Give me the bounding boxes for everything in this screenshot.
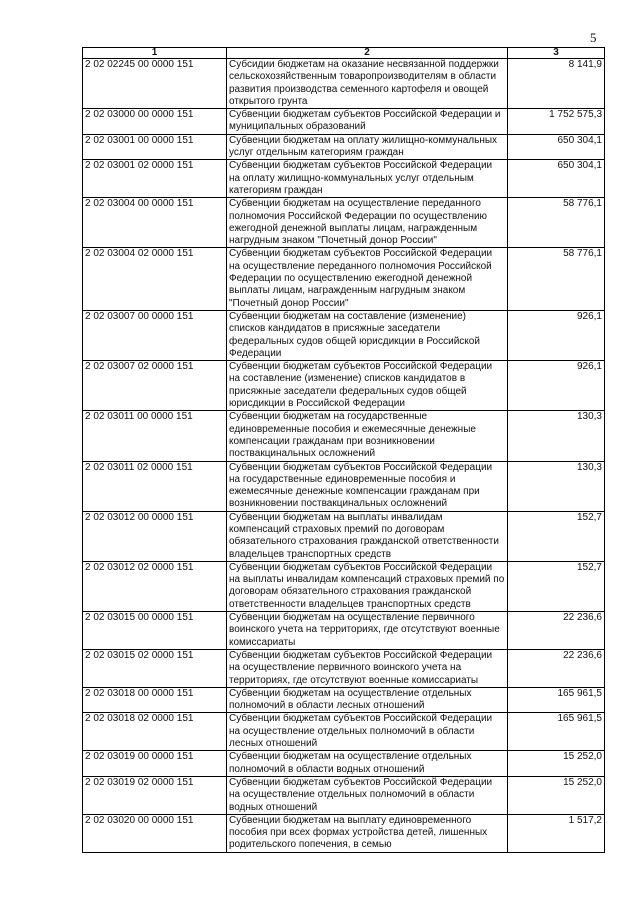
- budget-code-cell: 2 02 03007 02 0000 151: [83, 361, 227, 411]
- amount-cell: 152,7: [508, 511, 605, 561]
- budget-code-cell: 2 02 03018 00 0000 151: [83, 687, 227, 713]
- amount-cell: 130,3: [508, 411, 605, 461]
- budget-code-cell: 2 02 03011 02 0000 151: [83, 461, 227, 511]
- amount-cell: 58 776,1: [508, 248, 605, 310]
- table-row: [83, 248, 605, 310]
- header-col-2: 2: [227, 48, 508, 59]
- budget-code-cell: 2 02 03012 02 0000 151: [83, 561, 227, 611]
- description-cell: Субвенции бюджетам на осуществление переданного полномочия Российской Федерации по осуществлению ежегодной денежной выплаты лицам, награжденным нагрудным знаком "Почетный донор России": [227, 198, 508, 248]
- amount-cell: 58 776,1: [508, 198, 605, 248]
- budget-code-cell: 2 02 03012 00 0000 151: [83, 511, 227, 561]
- budget-code-cell: 2 02 03018 02 0000 151: [83, 713, 227, 751]
- description-cell: Субвенции бюджетам субъектов Российской Федерации на осуществление отдельных полномочий в области лесных отношений: [227, 713, 508, 751]
- budget-code-cell: 2 02 03000 00 0000 151: [83, 109, 227, 135]
- table-row: [83, 461, 605, 511]
- table-row: [83, 411, 605, 461]
- description-cell: Субвенции бюджетам субъектов Российской Федерации на осуществление отдельных полномочий в области водных отношений: [227, 776, 508, 814]
- description-cell: Субсидии бюджетам на оказание несвязанной поддержки сельскохозяйственным товаропроизводителям в области развития производства семенного картофеля и овощей открытого грунта: [227, 59, 508, 109]
- budget-code-cell: 2 02 03004 00 0000 151: [83, 198, 227, 248]
- description-cell: Субвенции бюджетам субъектов Российской Федерации на составление (изменение) списков кандидатов в присяжные заседатели федеральных судов общей юрисдикции в Российской Федерации: [227, 361, 508, 411]
- description-cell: Субвенции бюджетам субъектов Российской Федерации на осуществление переданного полномочия Российской Федерации по осуществлению ежегодной денежной выплаты лицам, награжденным нагрудным знаком "Почетный донор России": [227, 248, 508, 310]
- description-cell: Субвенции бюджетам на составление (изменение) списков кандидатов в присяжные заседатели федеральных судов общей юрисдикции в Российской Федерации: [227, 310, 508, 360]
- description-cell: Субвенции бюджетам субъектов Российской Федерации на государственные единовременные пособия и ежемесячные денежные компенсации гражданам при возникновении поствакцинальных осложнений: [227, 461, 508, 511]
- table-row: [83, 814, 605, 852]
- table-row: [83, 310, 605, 360]
- amount-cell: 1 517,2: [508, 814, 605, 852]
- description-cell: Субвенции бюджетам на оплату жилищно-коммунальных услуг отдельным категориям граждан: [227, 134, 508, 160]
- budget-code-cell: 2 02 03011 00 0000 151: [83, 411, 227, 461]
- budget-code-cell: 2 02 03019 02 0000 151: [83, 776, 227, 814]
- budget-code-cell: 2 02 03004 02 0000 151: [83, 248, 227, 310]
- amount-cell: 926,1: [508, 310, 605, 360]
- amount-cell: 8 141,9: [508, 59, 605, 109]
- table-row: [83, 713, 605, 751]
- table-row: [83, 612, 605, 650]
- table-row: [83, 198, 605, 248]
- description-cell: Субвенции бюджетам субъектов Российской Федерации на выплаты инвалидам компенсаций страховых премий по договорам обязательного страхования гражданской ответственности владельцев транспортных средств: [227, 561, 508, 611]
- amount-cell: 22 236,6: [508, 649, 605, 687]
- table-body: [83, 59, 605, 853]
- description-cell: Субвенции бюджетам на осуществление отдельных полномочий в области лесных отношений: [227, 687, 508, 713]
- budget-code-cell: 2 02 03020 00 0000 151: [83, 814, 227, 852]
- amount-cell: 1 752 575,3: [508, 109, 605, 135]
- budget-code-cell: 2 02 03019 00 0000 151: [83, 751, 227, 777]
- amount-cell: 165 961,5: [508, 713, 605, 751]
- budget-code-cell: 2 02 02245 00 0000 151: [83, 59, 227, 109]
- table-row: [83, 361, 605, 411]
- description-cell: Субвенции бюджетам на выплаты инвалидам компенсаций страховых премий по договорам обязательного страхования гражданской ответственности владельцев транспортных средств: [227, 511, 508, 561]
- table-row: [83, 160, 605, 198]
- table-row: [83, 776, 605, 814]
- header-col-1: 1: [83, 48, 227, 59]
- description-cell: Субвенции бюджетам на выплату единовременного пособия при всех формах устройства детей, лишенных родительского попечения, в семью: [227, 814, 508, 852]
- header-col-3: 3: [508, 48, 605, 59]
- amount-cell: 22 236,6: [508, 612, 605, 650]
- budget-code-cell: 2 02 03001 02 0000 151: [83, 160, 227, 198]
- page-number: 5: [590, 30, 597, 45]
- table-row: [83, 649, 605, 687]
- table-row: [83, 561, 605, 611]
- description-cell: Субвенции бюджетам на государственные единовременные пособия и ежемесячные денежные компенсации гражданам при возникновении поствакцинальных осложнений: [227, 411, 508, 461]
- description-cell: Субвенции бюджетам субъектов Российской Федерации и муниципальных образований: [227, 109, 508, 135]
- table-row: [83, 109, 605, 135]
- description-cell: Субвенции бюджетам субъектов Российской Федерации на оплату жилищно-коммунальных услуг отдельным категориям граждан: [227, 160, 508, 198]
- budget-code-cell: 2 02 03015 02 0000 151: [83, 649, 227, 687]
- budget-code-cell: 2 02 03001 00 0000 151: [83, 134, 227, 160]
- amount-cell: 926,1: [508, 361, 605, 411]
- table-row: [83, 751, 605, 777]
- budget-table: [82, 47, 605, 853]
- amount-cell: 130,3: [508, 461, 605, 511]
- table-row: [83, 134, 605, 160]
- table-row: [83, 687, 605, 713]
- table-row: [83, 511, 605, 561]
- description-cell: Субвенции бюджетам на осуществление первичного воинского учета на территориях, где отсутствуют военные комиссариаты: [227, 612, 508, 650]
- description-cell: Субвенции бюджетам субъектов Российской Федерации на осуществление первичного воинского учета на территориях, где отсутствуют военные комиссариаты: [227, 649, 508, 687]
- amount-cell: 15 252,0: [508, 751, 605, 777]
- budget-code-cell: 2 02 03015 00 0000 151: [83, 612, 227, 650]
- budget-code-cell: 2 02 03007 00 0000 151: [83, 310, 227, 360]
- amount-cell: 165 961,5: [508, 687, 605, 713]
- amount-cell: 650 304,1: [508, 134, 605, 160]
- amount-cell: 152,7: [508, 561, 605, 611]
- table-row: [83, 59, 605, 109]
- amount-cell: 15 252,0: [508, 776, 605, 814]
- amount-cell: 650 304,1: [508, 160, 605, 198]
- description-cell: Субвенции бюджетам на осуществление отдельных полномочий в области водных отношений: [227, 751, 508, 777]
- table-header-row: [83, 48, 605, 59]
